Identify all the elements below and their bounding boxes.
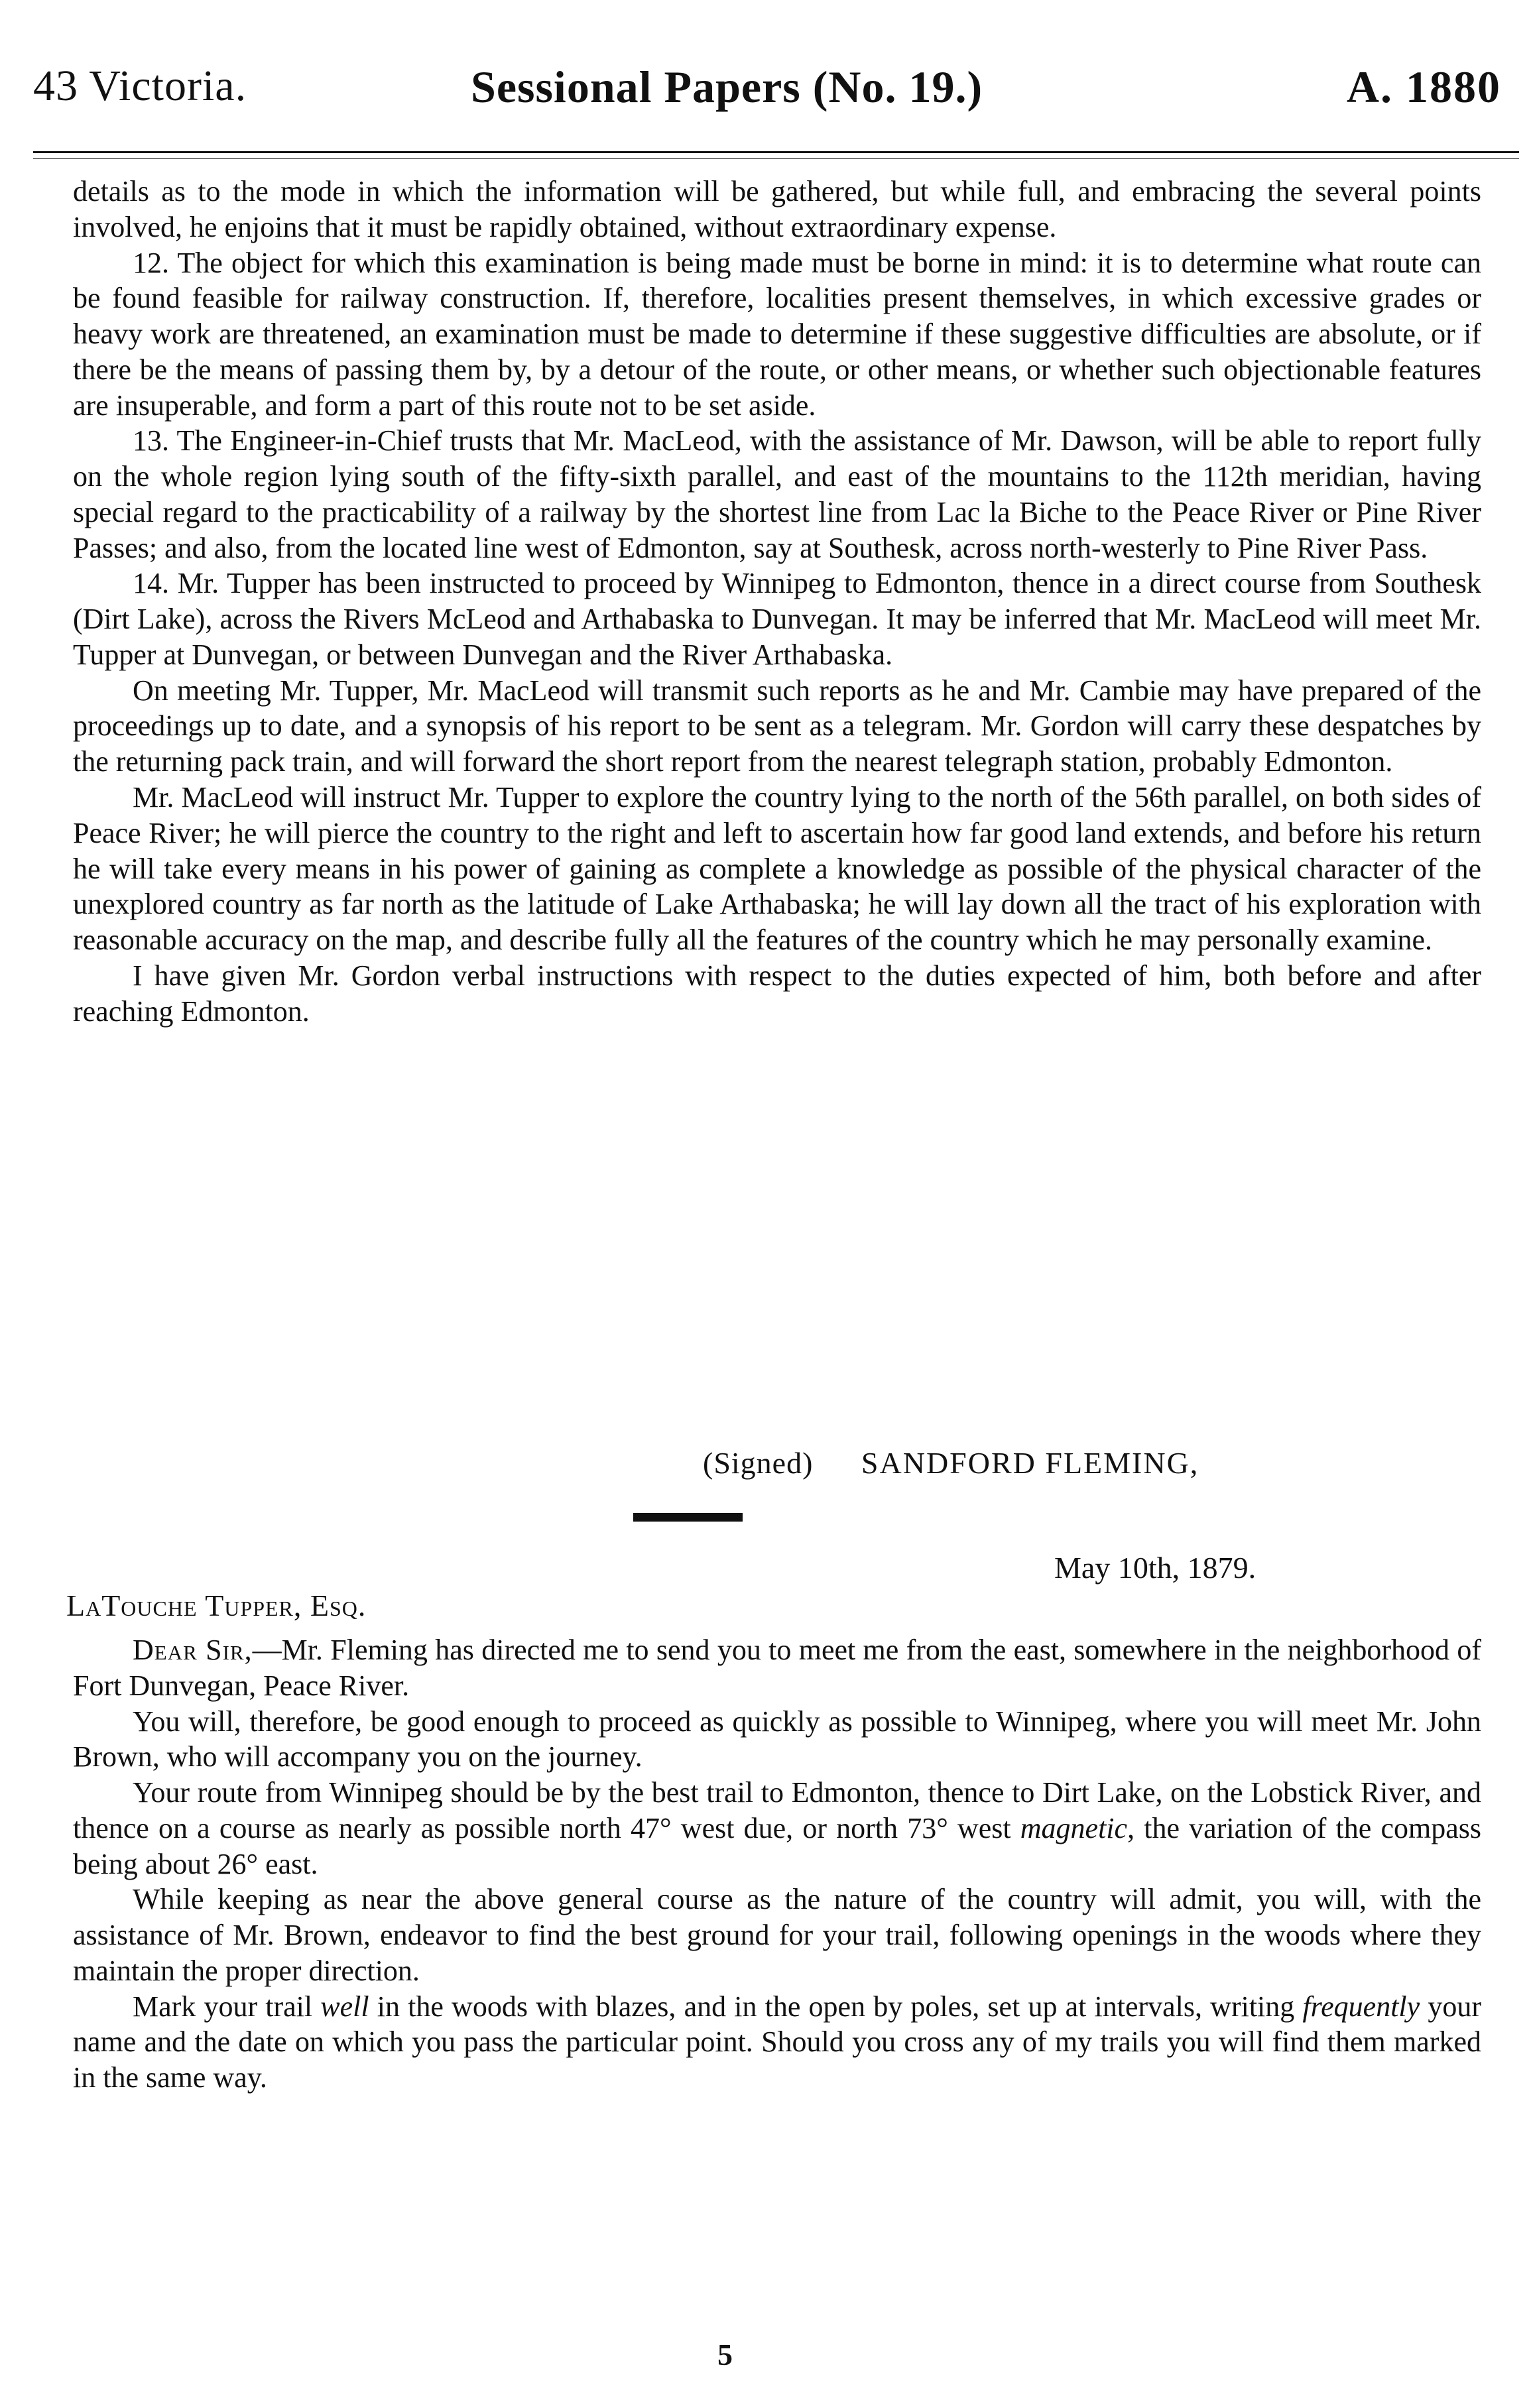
italic-frequently: frequently (1302, 1990, 1420, 2023)
instructions-body (73, 174, 1481, 1029)
letter-text-1: —Mr. Fleming has directed me to send you to meet me from the east, somewhere in the neighborhood of Fort Dunvegan, Peace River. (73, 1634, 1481, 1702)
letter-text-5a: Mark your trail (133, 1990, 313, 2023)
letter-text-3: Your route from Winnipeg should be by the best trail to Edmonton, thence to Dirt Lake, on the Lobstick River, and thence on a course as nearly as possible north 47° west due, or north 73° west (73, 1776, 1481, 1844)
letter-date: May 10th, 1879. (1054, 1551, 1256, 1585)
italic-magnetic: magnetic (1020, 1811, 1128, 1844)
paragraph-continued: details as to the mode in which the information will be gathered, but while full, and embracing the several points involved, he enjoins that it must be rapidly obtained, without extraordinary expense. (73, 175, 1481, 243)
letter-addressee: LaTouche Tupper, Esq. (66, 1589, 367, 1622)
letter-paragraph-5 (73, 1989, 1481, 2096)
signature-block (703, 1445, 1199, 1480)
signatory-name: SANDFORD FLEMING, (861, 1446, 1199, 1480)
signed-label: (Signed) (703, 1446, 814, 1480)
italic-well: well (320, 1990, 369, 2023)
letter-paragraph-1 (73, 1632, 1481, 1704)
header-year: A. 1880 (1346, 62, 1501, 112)
letter-paragraph-3 (73, 1775, 1481, 1882)
header-title: Sessional Papers (No. 19.) (471, 62, 983, 112)
paragraph-verbal-instructions: I have given Mr. Gordon verbal instructions with respect to the duties expected of him, both before and after reaching Edmonton. (73, 959, 1481, 1028)
letter-text-3-tail: , the variation of the compass being about 26° east. (73, 1811, 1481, 1880)
letter-text-5c: your name and the date on which you pass the particular point. Should you cross any of my trails you will find them marked in the same way. (73, 1990, 1482, 2094)
paragraph-14: 14. Mr. Tupper has been instructed to proceed by Winnipeg to Edmonton, thence in a direct course from Southesk (Dirt Lake), across the Rivers McLeod and Arthabaska to Dunvegan. It may be inferred that Mr. MacLeod will meet Mr. Tupper at Dunvegan, or between Dunvegan and the River Arthabaska. (73, 567, 1481, 671)
paragraph-meeting: On meeting Mr. Tupper, Mr. MacLeod will transmit such reports as he and Mr. Cambie may have prepared of the proceedings up to date, and a synopsis of his report to be sent as a telegram. Mr. Gordon will carry these despatches by the returning pack train, and will forward the short report from the nearest telegraph station, probably Edmonton. (73, 674, 1481, 778)
paragraph-13: 13. The Engineer-in-Chief trusts that Mr. MacLeod, with the assistance of Mr. Dawson, will be able to report fully on the whole region lying south of the fifty-sixth parallel, and east of the mountains to the 112th meridian, having special regard to the practicability of a railway by the shortest line from Lac la Biche to the Peace River or Pine River Passes; and also, from the located line west of Edmonton, say at Southesk, across north-westerly to Pine River Pass. (73, 424, 1481, 564)
running-header (33, 61, 1508, 127)
letter-body (73, 1632, 1481, 2096)
letter-text-5b: in the woods with blazes, and in the open by poles, set up at intervals, writing (377, 1990, 1295, 2023)
letter-paragraph-4: While keeping as near the above general course as the nature of the country will admit, you will, with the assistance of Mr. Brown, endeavor to find the best ground for your trail, following openings in the woods where they maintain the proper direction. (73, 1883, 1481, 1987)
header-volume: 43 Victoria. (33, 62, 247, 110)
salutation: Dear Sir, (133, 1634, 253, 1666)
header-rule (33, 151, 1519, 159)
paragraph-12: 12. The object for which this examination is being made must be borne in mind: it is to determine what route can be found feasible for railway construction. If, therefore, localities present themselves, in which excessive grades or heavy work are threatened, an examination must be made to determine if these suggestive difficulties are absolute, or if there be the means of passing them by, by a detour of the route, or other means, or whether such objectionable features are insuperable, and form a part of this route not to be set aside. (73, 246, 1481, 422)
paragraph-exploration: Mr. MacLeod will instruct Mr. Tupper to explore the country lying to the north of the 56th parallel, on both sides of Peace River; he will pierce the country to the right and left to ascertain how far good land extends, and before his return he will take every means in his power of gaining as complete a knowledge as possible of the physical character of the unexplored country as far north as the latitude of Lake Arthabaska; he will lay down all the tract of his exploration with reasonable accuracy on the map, and describe fully all the features of the country which he may personally examine. (73, 781, 1481, 957)
letter-paragraph-2: You will, therefore, be good enough to proceed as quickly as possible to Winnipeg, where you will meet Mr. John Brown, who will accompany you on the journey. (73, 1705, 1481, 1774)
page-number: 5 (717, 2338, 733, 2372)
section-separator (633, 1513, 743, 1522)
